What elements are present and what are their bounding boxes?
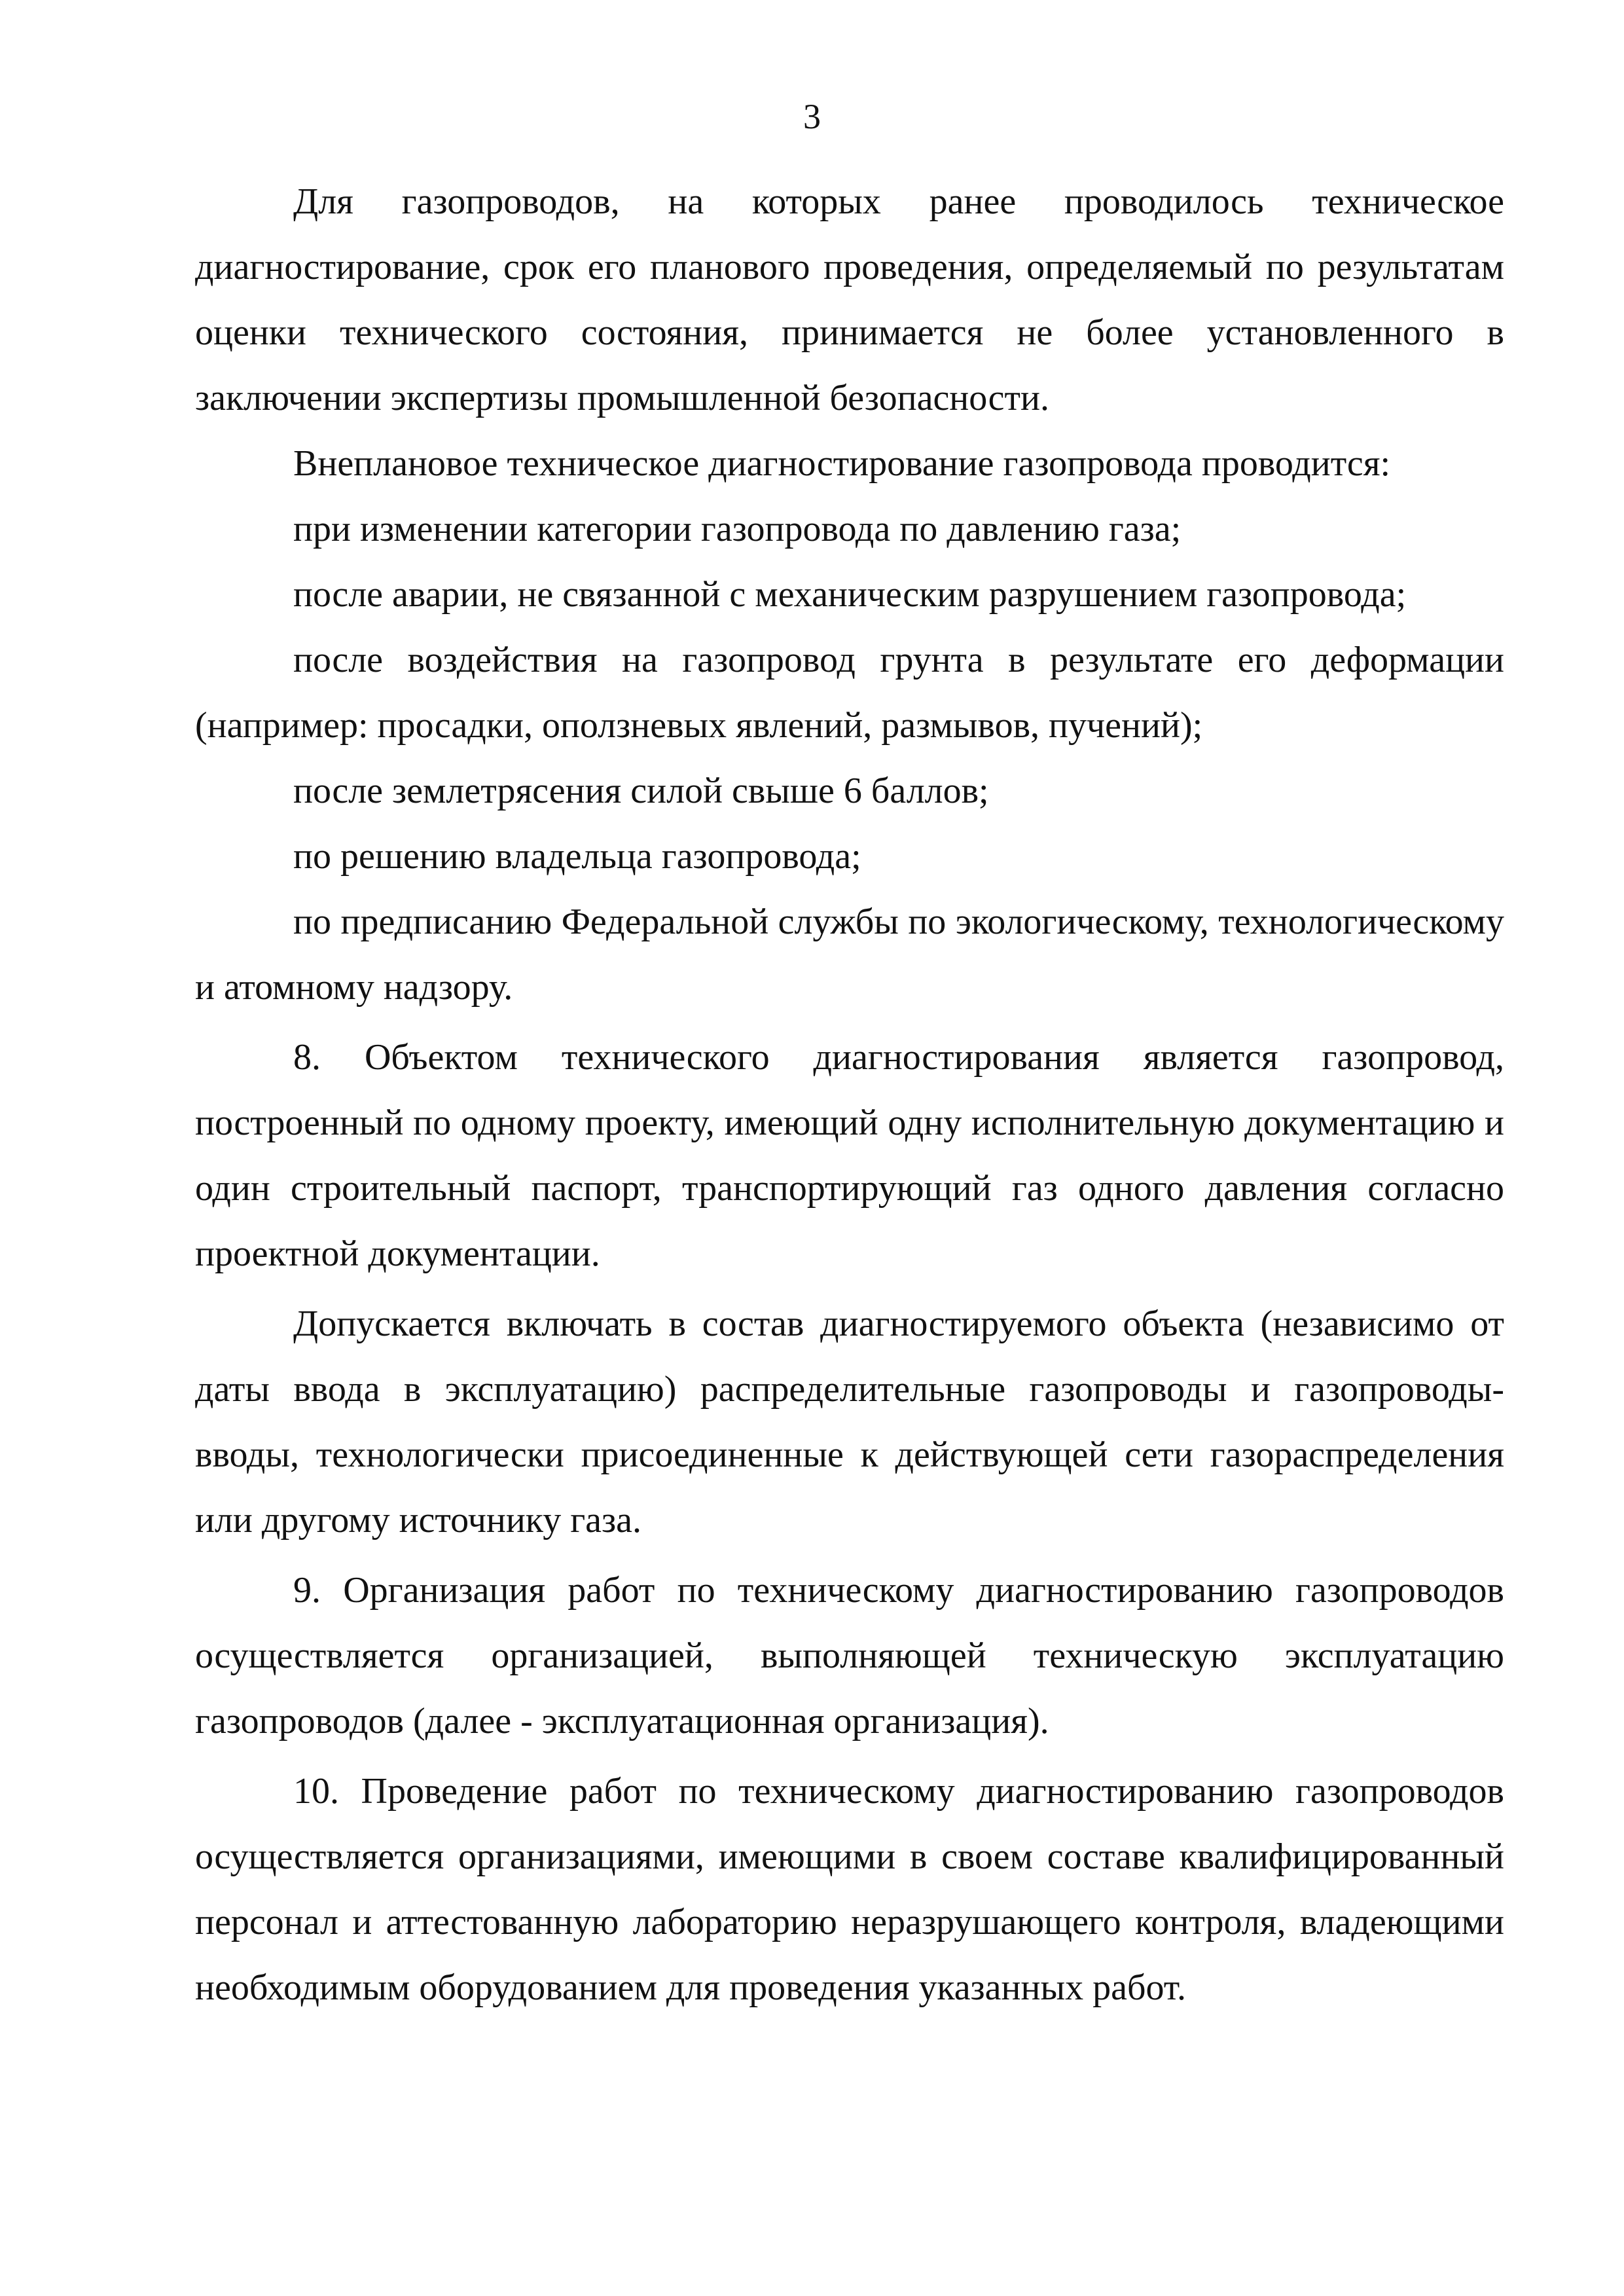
list-item-soil-deformation: после воздействия на газопровод грунта в результате его деформации (например: просадки, оползневых явлений, размывов, пучений); bbox=[195, 640, 1504, 746]
list-item-owner-decision: по решению владельца газопровода; bbox=[293, 836, 861, 877]
paragraph-item-10: 10. Проведение работ по техническому диагностированию газопроводов осуществляется организациями, имеющими в своем составе квалифицированный персонал и аттестованную лабораторию неразрушающего контроля, владеющими необходимым оборудованием для проведения указанных работ. bbox=[195, 1771, 1504, 2008]
paragraph-item-8: 8. Объектом технического диагностирования является газопровод, построенный по одному проекту, имеющий одну исполнительную документацию и один строительный паспорт, транспортирующий газ одного давления согласно проектной документации. bbox=[195, 1037, 1504, 1274]
paragraph-diagnostic-term: Для газопроводов, на которых ранее проводилось техническое диагностирование, срок его планового проведения, определяемый по результатам оценки технического состояния, принимается не более установленного в заключении экспертизы промышленной безопасности. bbox=[195, 181, 1504, 418]
list-item-category-change: при изменении категории газопровода по давлению газа; bbox=[293, 509, 1182, 549]
paragraph-unscheduled-intro: Внеплановое техническое диагностирование газопровода проводится: bbox=[293, 443, 1391, 484]
paragraph-item-8-addendum: Допускается включать в состав диагностируемого объекта (независимо от даты ввода в эксплуатацию) распределительные газопроводы и газопроводы-вводы, технологически присоединенные к действующей сети газораспределения или другому источнику газа. bbox=[195, 1303, 1504, 1540]
list-item-earthquake: после землетрясения силой свыше 6 баллов; bbox=[293, 771, 989, 811]
paragraph-item-9: 9. Организация работ по техническому диагностированию газопроводов осуществляется организацией, выполняющей техническую эксплуатацию газопроводов (далее - эксплуатационная организация). bbox=[195, 1570, 1504, 1741]
list-item-rostekhnadzor-order: по предписанию Федеральной службы по экологическому, технологическому и атомному надзору. bbox=[195, 902, 1504, 1008]
body-text bbox=[195, 169, 1504, 2020]
list-item-after-accident: после аварии, не связанной с механическим разрушением газопровода; bbox=[293, 574, 1407, 615]
page-number: 3 bbox=[803, 97, 821, 136]
